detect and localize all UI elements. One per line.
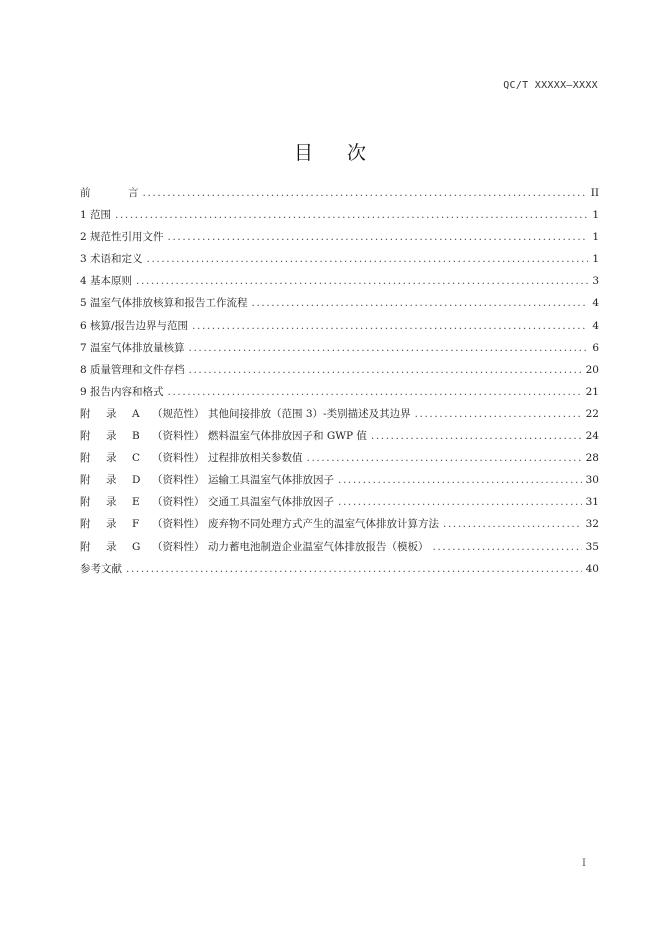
toc-page-number: 40	[585, 562, 599, 575]
toc-page-number: 24	[585, 430, 599, 443]
title-char-2: 次	[347, 142, 369, 164]
toc-leader-dots	[307, 451, 582, 465]
toc-leader-dots	[415, 407, 582, 421]
appendix-word-2: 录	[106, 452, 117, 465]
toc-leader-dots	[168, 230, 589, 244]
appendix-kind: （资料性）	[152, 452, 205, 465]
toc-entry-label: 7 温室气体排放量核算	[80, 341, 185, 354]
appendix-title: 其他间接排放（范围 3）-类别描述及其边界	[208, 407, 411, 420]
toc-entry-label	[80, 407, 411, 421]
toc-entry-chapter-3[interactable]	[80, 252, 599, 274]
toc-leader-dots	[126, 562, 582, 576]
appendix-letter: B	[132, 430, 140, 443]
toc-entry-chapter-4[interactable]	[80, 274, 599, 296]
toc-leader-dots	[433, 540, 582, 554]
toc-entry-label: 8 质量管理和文件存档	[80, 363, 185, 376]
appendix-title: 燃料温室气体排放因子和 GWP 值	[208, 430, 367, 443]
appendix-kind: （规范性）	[152, 407, 205, 420]
toc-page-number: 1	[592, 209, 599, 222]
appendix-title: 过程排放相关参数值	[208, 452, 303, 465]
toc-entry-label: 2 规范性引用文件	[80, 231, 164, 244]
appendix-title: 交通工具温室气体排放因子	[208, 496, 334, 509]
appendix-word-2: 录	[106, 407, 117, 420]
appendix-title: 运输工具温室气体排放因子	[208, 474, 334, 487]
toc-entry-label	[80, 517, 439, 531]
toc-page-number: 35	[585, 540, 599, 553]
toc-leader-dots	[147, 252, 589, 266]
toc-page-number: 32	[585, 518, 599, 531]
appendix-kind: （资料性）	[152, 430, 205, 443]
toc-page-number: II	[590, 187, 599, 199]
appendix-word-1: 附	[80, 452, 91, 465]
toc-page-number: 1	[592, 253, 599, 266]
toc-leader-dots	[443, 517, 582, 531]
toc-entry-references[interactable]	[80, 562, 599, 584]
toc-entry-label: 3 术语和定义	[80, 253, 143, 266]
toc-entry-appendix-d[interactable]	[80, 473, 599, 495]
appendix-letter: C	[132, 452, 141, 465]
document-code: QC/T XXXXX—XXXX	[503, 80, 598, 91]
appendix-kind: （资料性）	[152, 496, 205, 509]
toc-page-number: 4	[592, 297, 599, 310]
appendix-word-1: 附	[80, 540, 91, 553]
appendix-word-2: 录	[106, 430, 117, 443]
toc-page-number: 3	[592, 275, 599, 288]
toc-entry-label	[80, 540, 429, 554]
toc-leader-dots	[115, 208, 588, 222]
appendix-letter: D	[132, 474, 141, 487]
appendix-letter: G	[132, 540, 141, 553]
title-char-1: 目	[293, 142, 315, 164]
toc-entry-chapter-1[interactable]	[80, 208, 599, 230]
toc-entry-appendix-a[interactable]	[80, 407, 599, 429]
preface-char-2: 言	[128, 187, 139, 199]
appendix-word-2: 录	[106, 474, 117, 487]
toc-page-number: 21	[585, 385, 599, 398]
appendix-word-2: 录	[106, 540, 117, 553]
toc-leader-dots	[168, 385, 582, 399]
toc-entry-label: 9 报告内容和格式	[80, 385, 164, 398]
toc-page-number: 31	[585, 496, 599, 509]
toc-entry-chapter-2[interactable]	[80, 230, 599, 252]
toc-page-number: 22	[585, 407, 599, 420]
toc-leader-dots	[192, 319, 588, 333]
toc-entry-label: 1 范围	[80, 209, 112, 222]
toc-entry-appendix-c[interactable]	[80, 451, 599, 473]
toc-entry-chapter-8[interactable]	[80, 363, 599, 385]
toc-entry-chapter-5[interactable]	[80, 296, 599, 318]
appendix-kind: （资料性）	[152, 540, 205, 553]
appendix-kind: （资料性）	[152, 518, 205, 531]
table-of-contents	[80, 186, 599, 584]
toc-entry-label	[80, 186, 139, 200]
appendix-letter: A	[132, 407, 140, 420]
toc-page-number: 6	[592, 341, 599, 354]
toc-leader-dots	[143, 186, 587, 200]
appendix-title: 动力蓄电池制造企业温室气体排放报告（模板）	[208, 540, 429, 553]
toc-page-number: 4	[592, 319, 599, 332]
toc-page-number: 1	[592, 231, 599, 244]
toc-entry-appendix-b[interactable]	[80, 429, 599, 451]
toc-entry-chapter-9[interactable]	[80, 385, 599, 407]
appendix-word-1: 附	[80, 474, 91, 487]
footer-page-number: I	[582, 858, 586, 869]
toc-leader-dots	[252, 296, 589, 310]
toc-leader-dots	[189, 363, 582, 377]
toc-entry-label: 4 基本原则	[80, 275, 133, 288]
toc-leader-dots	[136, 274, 588, 288]
toc-entry-label: 5 温室气体排放核算和报告工作流程	[80, 297, 248, 310]
appendix-title: 废弃物不同处理方式产生的温室气体排放计算方法	[208, 518, 439, 531]
appendix-word-2: 录	[106, 518, 117, 531]
page-title	[0, 138, 662, 165]
appendix-kind: （资料性）	[152, 474, 205, 487]
toc-entry-preface[interactable]	[80, 186, 599, 208]
toc-leader-dots	[371, 429, 582, 443]
appendix-word-1: 附	[80, 518, 91, 531]
toc-entry-appendix-g[interactable]	[80, 540, 599, 562]
toc-leader-dots	[338, 495, 582, 509]
appendix-word-1: 附	[80, 407, 91, 420]
toc-entry-label: 参考文献	[80, 562, 122, 575]
toc-entry-label	[80, 451, 303, 465]
appendix-letter: E	[132, 496, 140, 509]
toc-entry-label	[80, 495, 334, 509]
toc-entry-label: 6 核算/报告边界与范围	[80, 319, 189, 332]
toc-page-number: 20	[585, 363, 599, 376]
toc-entry-chapter-7[interactable]	[80, 341, 599, 363]
toc-leader-dots	[189, 341, 589, 355]
preface-char-1: 前	[80, 187, 91, 199]
toc-entry-label	[80, 429, 367, 443]
appendix-letter: F	[132, 518, 140, 531]
toc-entry-appendix-f[interactable]	[80, 517, 599, 539]
toc-page-number: 28	[585, 452, 599, 465]
toc-leader-dots	[338, 473, 582, 487]
appendix-word-1: 附	[80, 430, 91, 443]
toc-page-number: 30	[585, 474, 599, 487]
appendix-word-2: 录	[106, 496, 117, 509]
toc-entry-label	[80, 473, 334, 487]
toc-entry-appendix-e[interactable]	[80, 495, 599, 517]
appendix-word-1: 附	[80, 496, 91, 509]
toc-entry-chapter-6[interactable]	[80, 319, 599, 341]
